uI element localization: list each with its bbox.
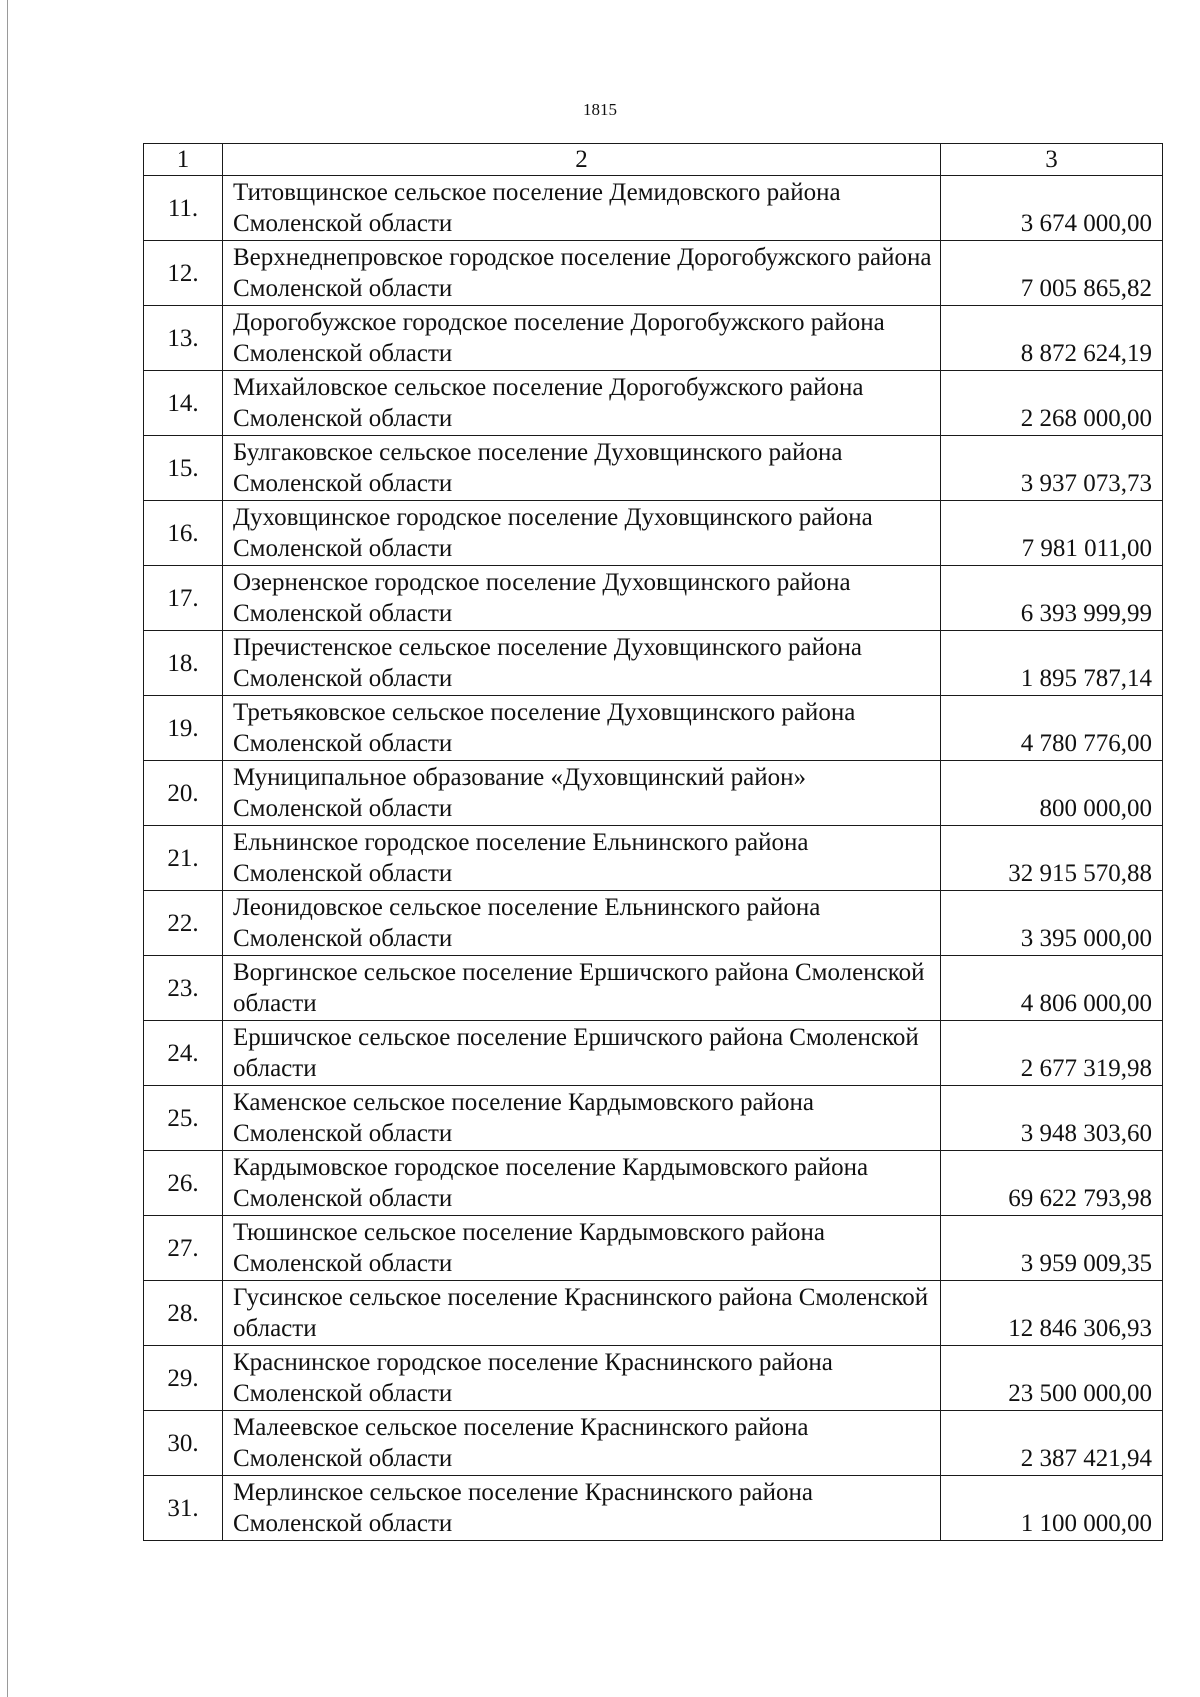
amount-cell: 3 674 000,00 (941, 176, 1163, 241)
amount-cell: 23 500 000,00 (941, 1346, 1163, 1411)
municipality-name-cell: Гусинское сельское поселение Краснинского района Смоленской области (223, 1281, 941, 1346)
table-row (144, 826, 1163, 891)
municipality-name-cell: Ельнинское городское поселение Ельнинского района Смоленской области (223, 826, 941, 891)
row-number-cell: 15. (144, 436, 223, 501)
row-number-cell: 22. (144, 891, 223, 956)
amount-cell: 3 937 073,73 (941, 436, 1163, 501)
scan-edge-line (7, 0, 8, 1697)
amount-cell: 8 872 624,19 (941, 306, 1163, 371)
amount-cell: 7 981 011,00 (941, 501, 1163, 566)
municipality-name-cell: Титовщинское сельское поселение Демидовского района Смоленской области (223, 176, 941, 241)
row-number-cell: 14. (144, 371, 223, 436)
amount-cell: 1 895 787,14 (941, 631, 1163, 696)
amount-cell: 800 000,00 (941, 761, 1163, 826)
table-row (144, 761, 1163, 826)
table-row (144, 371, 1163, 436)
row-number-cell: 31. (144, 1476, 223, 1541)
amount-cell: 12 846 306,93 (941, 1281, 1163, 1346)
row-number-cell: 26. (144, 1151, 223, 1216)
table-row (144, 1476, 1163, 1541)
municipality-name-cell: Мерлинское сельское поселение Краснинского района Смоленской области (223, 1476, 941, 1541)
municipality-name-cell: Краснинское городское поселение Краснинского района Смоленской области (223, 1346, 941, 1411)
row-number-cell: 24. (144, 1021, 223, 1086)
row-number-cell: 30. (144, 1411, 223, 1476)
row-number-cell: 25. (144, 1086, 223, 1151)
municipality-name-cell: Михайловское сельское поселение Дорогобужского района Смоленской области (223, 371, 941, 436)
municipality-name-cell: Озерненское городское поселение Духовщинского района Смоленской области (223, 566, 941, 631)
municipality-name-cell: Верхнеднепровское городское поселение Дорогобужского района Смоленской области (223, 241, 941, 306)
amount-cell: 1 100 000,00 (941, 1476, 1163, 1541)
amount-cell: 2 268 000,00 (941, 371, 1163, 436)
table-row (144, 501, 1163, 566)
amount-cell: 2 677 319,98 (941, 1021, 1163, 1086)
row-number-cell: 13. (144, 306, 223, 371)
amount-cell: 2 387 421,94 (941, 1411, 1163, 1476)
municipality-name-cell: Муниципальное образование «Духовщинский район» Смоленской области (223, 761, 941, 826)
municipality-name-cell: Каменское сельское поселение Кардымовского района Смоленской области (223, 1086, 941, 1151)
table-row (144, 1151, 1163, 1216)
row-number-cell: 11. (144, 176, 223, 241)
amount-cell: 3 959 009,35 (941, 1216, 1163, 1281)
table-row (144, 1281, 1163, 1346)
municipality-name-cell: Леонидовское сельское поселение Ельнинского района Смоленской области (223, 891, 941, 956)
municipality-name-cell: Духовщинское городское поселение Духовщинского района Смоленской области (223, 501, 941, 566)
amount-cell: 69 622 793,98 (941, 1151, 1163, 1216)
row-number-cell: 12. (144, 241, 223, 306)
municipality-name-cell: Булгаковское сельское поселение Духовщинского района Смоленской области (223, 436, 941, 501)
header-col-2: 2 (223, 144, 941, 176)
row-number-cell: 16. (144, 501, 223, 566)
municipality-name-cell: Воргинское сельское поселение Ершичского района Смоленской области (223, 956, 941, 1021)
table-row (144, 436, 1163, 501)
amount-cell: 3 948 303,60 (941, 1086, 1163, 1151)
amount-cell: 3 395 000,00 (941, 891, 1163, 956)
table-row (144, 176, 1163, 241)
row-number-cell: 23. (144, 956, 223, 1021)
municipality-name-cell: Пречистенское сельское поселение Духовщинского района Смоленской области (223, 631, 941, 696)
amount-cell: 4 806 000,00 (941, 956, 1163, 1021)
row-number-cell: 17. (144, 566, 223, 631)
table-row (144, 566, 1163, 631)
row-number-cell: 18. (144, 631, 223, 696)
table-row (144, 956, 1163, 1021)
table-row (144, 1346, 1163, 1411)
municipality-name-cell: Ершичское сельское поселение Ершичского района Смоленской области (223, 1021, 941, 1086)
table-row (144, 631, 1163, 696)
row-number-cell: 27. (144, 1216, 223, 1281)
row-number-cell: 20. (144, 761, 223, 826)
row-number-cell: 19. (144, 696, 223, 761)
table-row (144, 1216, 1163, 1281)
row-number-cell: 28. (144, 1281, 223, 1346)
allocation-table (143, 143, 1163, 1541)
municipality-name-cell: Кардымовское городское поселение Кардымовского района Смоленской области (223, 1151, 941, 1216)
table-header-row (144, 144, 1163, 176)
municipality-name-cell: Третьяковское сельское поселение Духовщинского района Смоленской области (223, 696, 941, 761)
table-row (144, 1086, 1163, 1151)
header-col-3: 3 (941, 144, 1163, 176)
municipality-name-cell: Дорогобужское городское поселение Дорогобужского района Смоленской области (223, 306, 941, 371)
municipality-name-cell: Тюшинское сельское поселение Кардымовского района Смоленской области (223, 1216, 941, 1281)
table-row (144, 891, 1163, 956)
row-number-cell: 29. (144, 1346, 223, 1411)
row-number-cell: 21. (144, 826, 223, 891)
table-row (144, 696, 1163, 761)
table-row (144, 1411, 1163, 1476)
header-col-1: 1 (144, 144, 223, 176)
amount-cell: 4 780 776,00 (941, 696, 1163, 761)
amount-cell: 6 393 999,99 (941, 566, 1163, 631)
table-row (144, 1021, 1163, 1086)
table-row (144, 241, 1163, 306)
amount-cell: 7 005 865,82 (941, 241, 1163, 306)
amount-cell: 32 915 570,88 (941, 826, 1163, 891)
municipality-name-cell: Малеевское сельское поселение Краснинского района Смоленской области (223, 1411, 941, 1476)
table-body (144, 144, 1163, 1541)
page-number: 1815 (583, 100, 617, 119)
table-row (144, 306, 1163, 371)
